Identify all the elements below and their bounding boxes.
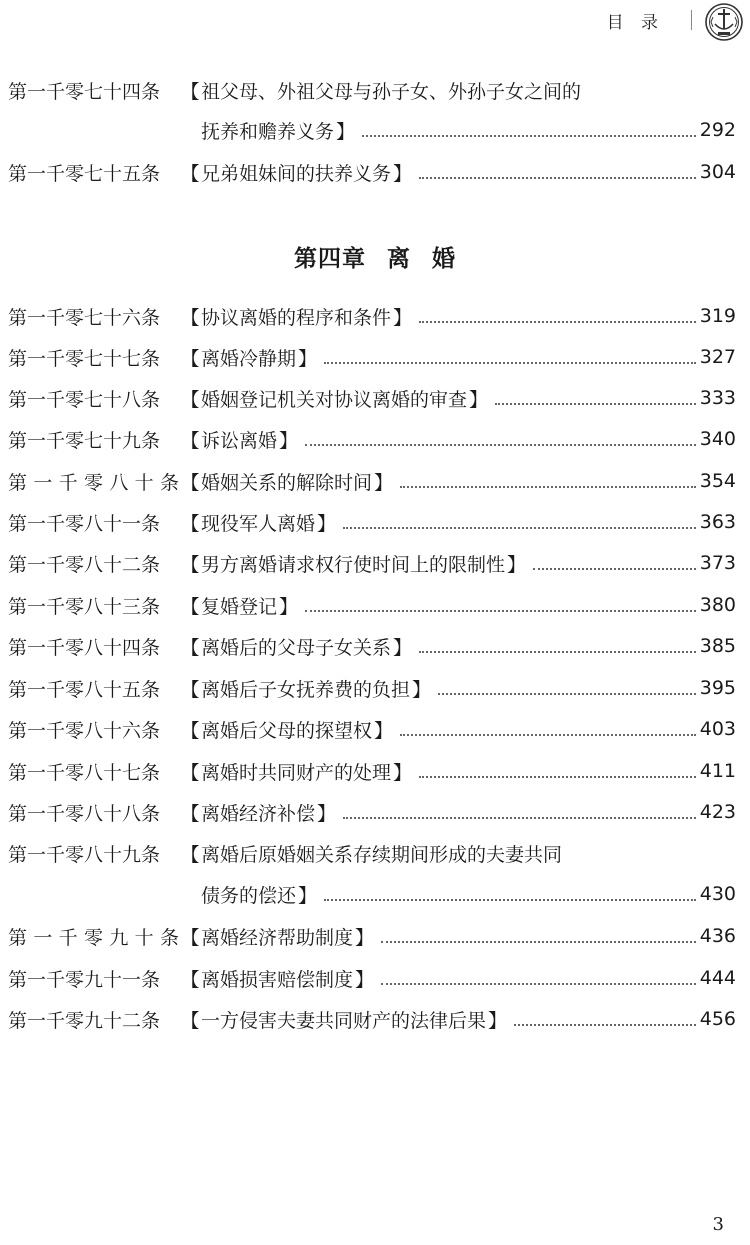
toc-entry[interactable] <box>8 506 736 538</box>
article-number: 第一千零九十二条 <box>8 1009 161 1032</box>
close-bracket: 】 <box>279 595 299 618</box>
close-bracket: 】 <box>488 1009 508 1032</box>
toc-entry[interactable] <box>8 300 736 332</box>
article-number: 第一千零七十五条 <box>8 162 161 185</box>
entry-title: 离婚后父母的探望权 <box>201 719 373 742</box>
open-bracket: 【 <box>180 512 200 535</box>
page-ref: 456 <box>699 1008 736 1030</box>
entry-title: 离婚后子女抚养费的负担 <box>201 678 411 701</box>
article-number: 第一千零七十八条 <box>8 388 161 411</box>
open-bracket: 【 <box>180 429 200 452</box>
page-ref: 333 <box>699 387 736 409</box>
article-number: 第一千零八十六条 <box>8 719 161 742</box>
page-ref: 327 <box>699 346 736 368</box>
chapter-name-2: 婚 <box>432 245 457 272</box>
entry-title-continued: 债务的偿还 <box>201 884 297 907</box>
open-bracket: 【 <box>180 306 200 329</box>
entry-title: 离婚经济补偿 <box>201 802 316 825</box>
dot-leader <box>400 732 696 736</box>
toc-entry[interactable] <box>8 547 736 579</box>
article-number: 第一千零九十一条 <box>8 968 161 991</box>
close-bracket: 】 <box>298 884 318 907</box>
article-number: 第一千零七十四条 <box>8 80 161 103</box>
entry-title: 兄弟姐妹间的扶养义务 <box>201 162 392 185</box>
dot-leader <box>419 175 696 179</box>
close-bracket: 】 <box>393 636 413 659</box>
dot-leader <box>419 319 696 323</box>
page-ref: 380 <box>699 594 736 616</box>
entry-title: 离婚时共同财产的处理 <box>201 761 392 784</box>
close-bracket: 】 <box>412 678 432 701</box>
dot-leader <box>324 360 696 364</box>
toc-entry[interactable] <box>8 156 736 188</box>
close-bracket: 】 <box>469 388 489 411</box>
open-bracket: 【 <box>180 553 200 576</box>
open-bracket: 【 <box>180 80 200 103</box>
entry-title: 离婚冷静期 <box>201 347 297 370</box>
entry-title: 复婚登记 <box>201 595 278 618</box>
open-bracket: 【 <box>180 926 200 949</box>
open-bracket: 【 <box>180 968 200 991</box>
dot-leader <box>381 981 696 985</box>
dot-leader <box>419 774 696 778</box>
close-bracket: 】 <box>507 553 527 576</box>
entry-title: 诉讼离婚 <box>201 429 278 452</box>
toc-entry[interactable] <box>8 382 736 414</box>
page-ref: 436 <box>699 925 736 947</box>
entry-title: 协议离婚的程序和条件 <box>201 306 392 329</box>
page-number: 3 <box>712 1214 724 1235</box>
court-emblem-icon <box>704 2 744 42</box>
dot-leader <box>305 608 696 612</box>
page-ref: 319 <box>699 305 736 327</box>
article-number: 第一千零八十一条 <box>8 512 161 535</box>
article-number: 第一千零八十九条 <box>8 843 161 866</box>
close-bracket: 】 <box>317 512 337 535</box>
entry-title: 婚姻关系的解除时间 <box>201 471 373 494</box>
article-number: 第一千零八十二条 <box>8 553 161 576</box>
page-ref: 292 <box>699 119 736 141</box>
dot-leader <box>343 815 696 819</box>
dot-leader <box>305 442 696 446</box>
open-bracket: 【 <box>180 471 200 494</box>
close-bracket: 】 <box>279 429 299 452</box>
page-ref: 385 <box>699 635 736 657</box>
entry-title: 祖父母、外祖父母与孙子女、外孙子女之间的 <box>201 80 582 103</box>
article-number: 第一千零九十条 <box>8 926 179 949</box>
page-ref: 354 <box>699 470 736 492</box>
close-bracket: 】 <box>355 968 375 991</box>
close-bracket: 】 <box>374 719 394 742</box>
entry-title: 婚姻登记机关对协议离婚的审查 <box>201 388 468 411</box>
article-number: 第一千零八十三条 <box>8 595 161 618</box>
toc-entry[interactable] <box>8 837 736 909</box>
dot-leader <box>362 133 696 137</box>
open-bracket: 【 <box>180 719 200 742</box>
open-bracket: 【 <box>180 761 200 784</box>
page-ref: 430 <box>699 883 736 905</box>
open-bracket: 【 <box>180 678 200 701</box>
toc-entry[interactable] <box>8 755 736 787</box>
page-ref: 363 <box>699 511 736 533</box>
toc-entry[interactable] <box>8 920 736 952</box>
entry-title: 离婚后原婚姻关系存续期间形成的夫妻共同 <box>201 843 563 866</box>
running-header <box>0 0 750 44</box>
open-bracket: 【 <box>180 1009 200 1032</box>
article-number: 第一千零八十八条 <box>8 802 161 825</box>
page-ref: 423 <box>699 801 736 823</box>
close-bracket: 】 <box>355 926 375 949</box>
page-ref: 403 <box>699 718 736 740</box>
dot-leader <box>324 897 696 901</box>
close-bracket: 】 <box>393 162 413 185</box>
page-ref: 444 <box>699 967 736 989</box>
article-number: 第一千零八十五条 <box>8 678 161 701</box>
close-bracket: 】 <box>298 347 318 370</box>
open-bracket: 【 <box>180 802 200 825</box>
toc-entry[interactable] <box>8 672 736 704</box>
dot-leader <box>438 691 696 695</box>
open-bracket: 【 <box>180 162 200 185</box>
dot-leader <box>514 1022 696 1026</box>
entry-title: 男方离婚请求权行使时间上的限制性 <box>201 553 506 576</box>
section-label: 目 录 <box>606 13 664 33</box>
article-number: 第一千零八十七条 <box>8 761 161 784</box>
toc-entry[interactable] <box>8 713 736 745</box>
close-bracket: 】 <box>393 761 413 784</box>
dot-leader <box>343 525 696 529</box>
entry-title: 离婚损害赔偿制度 <box>201 968 354 991</box>
page-ref: 340 <box>699 428 736 450</box>
header-divider <box>691 10 692 30</box>
article-number: 第一千零七十六条 <box>8 306 161 329</box>
entry-title: 一方侵害夫妻共同财产的法律后果 <box>201 1009 487 1032</box>
entry-title: 离婚经济帮助制度 <box>201 926 354 949</box>
toc-entry[interactable] <box>8 341 736 373</box>
open-bracket: 【 <box>180 843 200 866</box>
close-bracket: 】 <box>336 120 356 143</box>
open-bracket: 【 <box>180 388 200 411</box>
toc-entry[interactable] <box>8 796 736 828</box>
toc-entry[interactable] <box>8 630 736 662</box>
page-ref: 304 <box>699 161 736 183</box>
entry-title-continued: 抚养和赡养义务 <box>201 120 335 143</box>
entry-title: 现役军人离婚 <box>201 512 316 535</box>
chapter-heading <box>0 240 750 273</box>
toc-entry[interactable] <box>8 465 736 497</box>
article-number: 第一千零七十九条 <box>8 429 161 452</box>
article-number: 第一千零八十四条 <box>8 636 161 659</box>
dot-leader <box>419 649 696 653</box>
dot-leader <box>533 566 696 570</box>
open-bracket: 【 <box>180 636 200 659</box>
dot-leader <box>495 401 696 405</box>
toc-entry[interactable] <box>8 74 736 146</box>
chapter-name: 离 <box>387 245 411 272</box>
article-number: 第一千零七十七条 <box>8 347 161 370</box>
entry-title: 离婚后的父母子女关系 <box>201 636 392 659</box>
open-bracket: 【 <box>180 347 200 370</box>
dot-leader <box>381 939 696 943</box>
toc-entry[interactable] <box>8 1003 736 1035</box>
dot-leader <box>400 484 696 488</box>
close-bracket: 】 <box>374 471 394 494</box>
toc-entry[interactable] <box>8 962 736 994</box>
toc-entry[interactable] <box>8 423 736 455</box>
toc-entry[interactable] <box>8 589 736 621</box>
close-bracket: 】 <box>393 306 413 329</box>
open-bracket: 【 <box>180 595 200 618</box>
page-ref: 373 <box>699 552 736 574</box>
chapter-number: 第四章 <box>293 245 366 272</box>
close-bracket: 】 <box>317 802 337 825</box>
page-ref: 395 <box>699 677 736 699</box>
article-number: 第一千零八十条 <box>8 471 179 494</box>
page-ref: 411 <box>699 760 736 782</box>
